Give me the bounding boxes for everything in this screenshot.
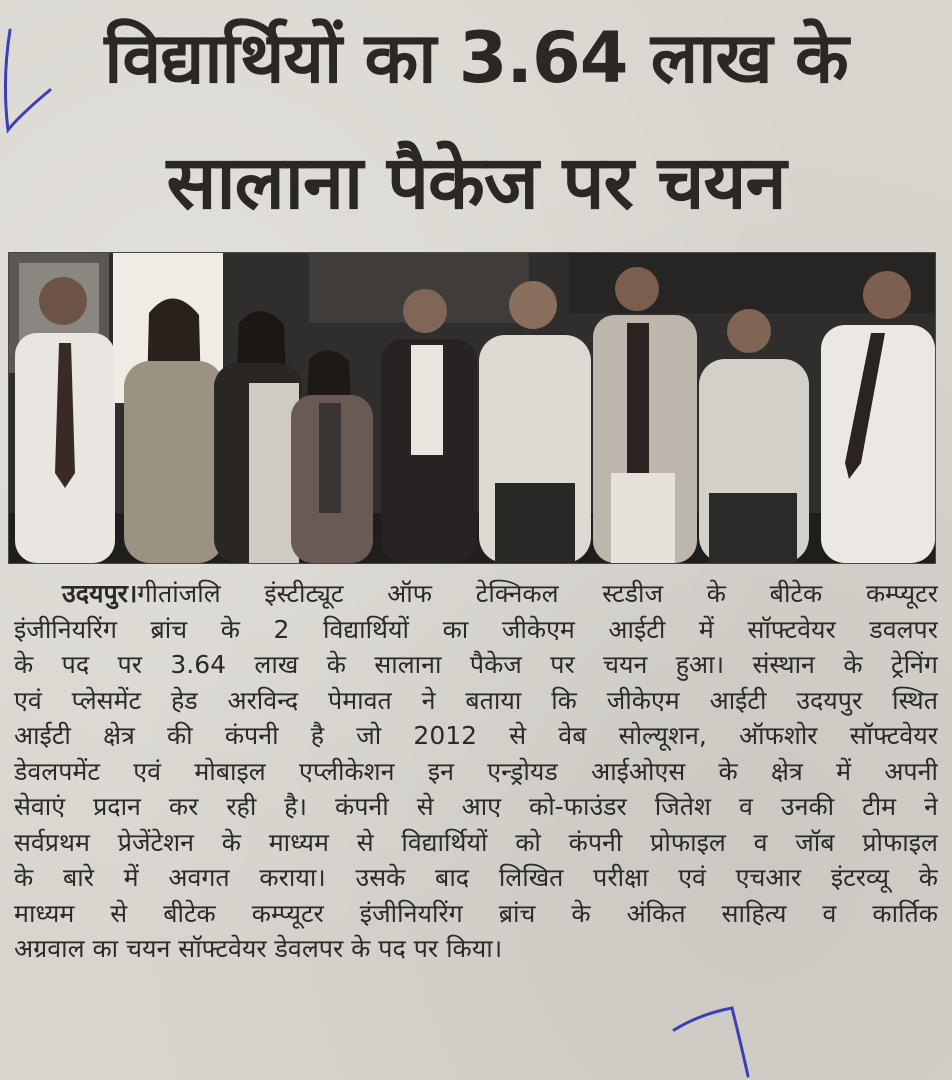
article-line-1: उदयपुर।गीतांजलि इंस्टीट्यूट ऑफ टेक्निकल स्टडीज के बीटेक कम्प्यूटर (62, 579, 938, 608)
article-line-3: के पद पर 3.64 लाख के सालाना पैकेज पर चयन हुआ। संस्थान के ट्रेनिंग (14, 650, 938, 679)
headline-line-2: सालाना पैकेज पर चयन (166, 140, 786, 226)
headline-line-1: विद्यार्थियों का 3.64 लाख के (104, 17, 848, 99)
article-line-4: एवं प्लेसमेंट हेड अरविन्द पेमावत ने बताया कि जीकेएम आईटी उदयपुर स्थित (14, 685, 938, 715)
article-line-5: आईटी क्षेत्र की कंपनी है जो 2012 से वेब सोल्यूशन, ऑफशोर सॉफ्टवेयर (14, 721, 938, 750)
article-line-7: सेवाएं प्रदान कर रही है। कंपनी से आए को-फाउंडर जितेश व उनकी टीम ने (14, 792, 938, 821)
article-line-6: डेवलपमेंट एवं मोबाइल एप्लीकेशन इन एन्ड्रोयड आईओएस के क्षेत्र में अपनी (14, 756, 938, 786)
article-body (14, 576, 938, 967)
pen-underline-icon (670, 1000, 760, 1080)
article-line-9: के बारे में अवगत कराया। उसके बाद लिखित परीक्षा एवं एचआर इंटरव्यू के (14, 863, 938, 892)
article-line-10: माध्यम से बीटेक कम्प्यूटर इंजीनियरिंग ब्रांच के अंकित साहित्य व कार्तिक (14, 898, 938, 928)
group-photo-illustration (9, 253, 935, 563)
article-line-11: अग्रवाल का चयन सॉफ्टवेयर डेवलपर के पद पर किया। (14, 934, 503, 963)
article-line-8: सर्वप्रथम प्रेजेंटेशन के माध्यम से विद्यार्थियों को कंपनी प्रोफाइल व जॉब प्रोफाइल (14, 827, 938, 857)
group-photo (8, 252, 936, 564)
dateline: उदयपुर। (62, 579, 138, 608)
article-line-2: इंजीनियरिंग ब्रांच के 2 विद्यार्थियों का जीकेएम आईटी में सॉफ्टवेयर डवलपर (14, 614, 938, 644)
